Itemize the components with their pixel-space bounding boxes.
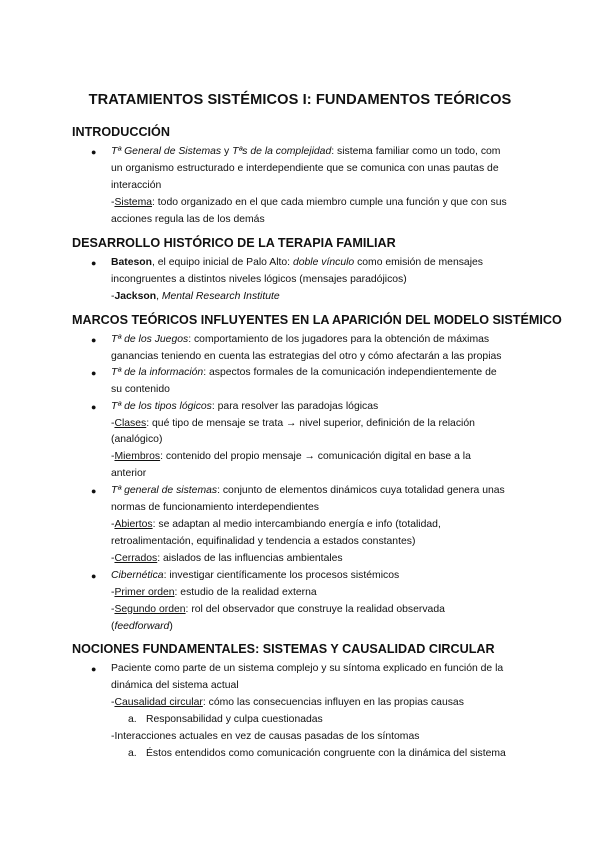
intro-sub-sistema: -Sistema: todo organizado en el que cada miembro cumple una función y que con sus <box>111 197 507 208</box>
marcos-sub-segundo-orden-line-2: (feedforward) <box>111 621 173 632</box>
bullet-icon: ● <box>91 258 97 268</box>
marcos-sub-clases: -Clases: qué tipo de mensaje se trata → nivel superior, definición de la relación <box>111 418 475 429</box>
marcos-sub-miembros-line-2: anterior <box>111 468 147 479</box>
nociones-bullet-1-line-2: dinámica del sistema actual <box>111 680 239 691</box>
alpha-marker: a. <box>128 714 137 725</box>
intro-bullet-1-line-2: un organismo estructurado e interdependiente que se comunica con unas pautas de <box>111 163 499 174</box>
marcos-sub-miembros: -Miembros: contenido del propio mensaje → comunicación digital en base a la <box>111 451 471 462</box>
nociones-alpha-comunicacion: Éstos entendidos como comunicación congruente con la dinámica del sistema <box>146 748 506 759</box>
marcos-sub-clases-line-2: (analógico) <box>111 434 163 445</box>
bullet-icon: ● <box>91 486 97 496</box>
historia-bullet-1-line-2: incongruentes a distintos niveles lógicos (mensajes paradójicos) <box>111 274 407 285</box>
heading-nociones-fundamentales: NOCIONES FUNDAMENTALES: SISTEMAS Y CAUSALIDAD CIRCULAR <box>72 642 495 656</box>
marcos-sub-cerrados: -Cerrados: aislados de las influencias ambientales <box>111 553 343 564</box>
marcos-cibernetica: Cibernética: investigar científicamente los procesos sistémicos <box>111 570 400 581</box>
alpha-marker: a. <box>128 748 137 759</box>
historia-sub-jackson: -Jackson, Mental Research Institute <box>111 291 280 302</box>
marcos-sub-segundo-orden: -Segundo orden: rol del observador que construye la realidad observada <box>111 604 445 615</box>
marcos-teoria-juegos-line-2: ganancias teniendo en cuenta las estrategias del otro y cómo afectarán a las propias <box>111 351 502 362</box>
nociones-bullet-1: Paciente como parte de un sistema complejo y su síntoma explicado en función de la <box>111 663 504 674</box>
heading-introduccion: INTRODUCCIÓN <box>72 125 170 139</box>
marcos-sub-abiertos-line-2: retroalimentación, equifinalidad y tendencia a estados constantes) <box>111 536 416 547</box>
bullet-icon: ● <box>91 335 97 345</box>
bullet-icon: ● <box>91 368 97 378</box>
marcos-teoria-general-sistemas: Tª general de sistemas: conjunto de elementos dinámicos cuya totalidad genera unas <box>111 485 505 496</box>
marcos-teoria-informacion: Tª de la información: aspectos formales de la comunicación independientemente de <box>111 367 497 378</box>
marcos-sub-abiertos: -Abiertos: se adaptan al medio intercambiando energía e info (totalidad, <box>111 519 441 530</box>
intro-bullet-1: Tª General de Sistemas y Tªs de la complejidad: sistema familiar como un todo, com <box>111 146 501 157</box>
nociones-sub-interacciones: -Interacciones actuales en vez de causas pasadas de los síntomas <box>111 731 420 742</box>
bullet-icon: ● <box>91 664 97 674</box>
nociones-sub-causalidad: -Causalidad circular: cómo las consecuencias influyen en las propias causas <box>111 697 464 708</box>
bullet-icon: ● <box>91 147 97 157</box>
marcos-teoria-general-sistemas-line-2: normas de funcionamiento interdependientes <box>111 502 319 513</box>
historia-bullet-1: Bateson, el equipo inicial de Palo Alto: doble vínculo como emisión de mensajes <box>111 257 483 268</box>
intro-sub-sistema-line-2: acciones regula las de los demás <box>111 214 265 225</box>
intro-bullet-1-line-3: interacción <box>111 180 162 191</box>
heading-desarrollo-historico: DESARROLLO HISTÓRICO DE LA TERAPIA FAMILIAR <box>72 236 396 250</box>
marcos-teoria-informacion-line-2: su contenido <box>111 384 170 395</box>
marcos-tipos-logicos: Tª de los tipos lógicos: para resolver las paradojas lógicas <box>111 401 379 412</box>
bullet-icon: ● <box>91 402 97 412</box>
nociones-alpha-responsabilidad: Responsabilidad y culpa cuestionadas <box>146 714 323 725</box>
marcos-sub-primer-orden: -Primer orden: estudio de la realidad externa <box>111 587 317 598</box>
marcos-teoria-juegos: Tª de los Juegos: comportamiento de los jugadores para la obtención de máximas <box>111 334 490 345</box>
heading-marcos-teoricos: MARCOS TEÓRICOS INFLUYENTES EN LA APARICIÓN DEL MODELO SISTÉMICO <box>72 313 562 327</box>
bullet-icon: ● <box>91 571 97 581</box>
document-title: TRATAMIENTOS SISTÉMICOS I: FUNDAMENTOS TEÓRICOS <box>88 92 512 108</box>
